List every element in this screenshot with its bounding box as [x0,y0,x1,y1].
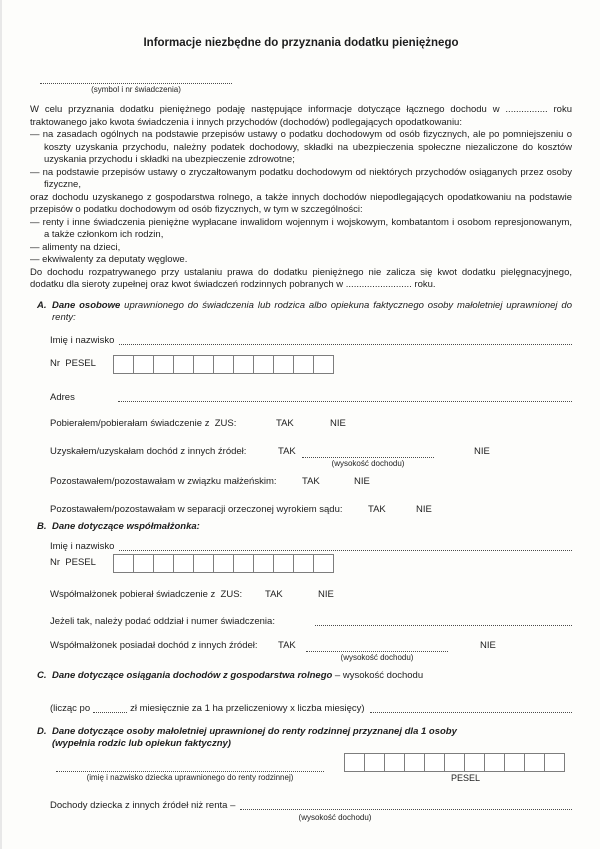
d-income-caption-row [50,812,572,823]
benefit-symbol-caption: (symbol i nr świadczenia) [91,85,181,94]
a-pesel-label: Nr PESEL [50,357,96,369]
pesel-digit-cell[interactable] [113,554,134,573]
benefit-symbol-block [40,76,232,95]
pesel-digit-cell[interactable] [253,554,274,573]
b-other-income-no-option[interactable]: NIE [480,640,496,651]
section-d-heading-line2: (wypełnia rodzic lub opiekun faktyczny) [52,738,231,749]
pesel-digit-cell[interactable] [384,753,405,772]
b-name-row [50,541,572,553]
c-rate-fill-line[interactable] [93,703,127,713]
b-name-fill-line[interactable] [119,541,572,551]
pesel-digit-cell[interactable] [344,753,365,772]
intro-lead: W celu przyznania dodatku pieniężnego podaję następujące informacje dotyczące łącznego dochodu w ................ roku traktowanego jako kwota świadczenia i innych przychodów (dochodów) podlegających opodatkowaniu: [30,104,572,128]
pesel-digit-cell[interactable] [524,753,545,772]
pesel-digit-cell[interactable] [173,355,194,374]
b-question-branch [50,616,572,628]
a-separation-yes-option[interactable]: TAK [368,503,386,515]
pesel-digit-cell[interactable] [273,554,294,573]
b-other-income-amount-fill-line[interactable] [306,641,448,652]
intro-bullet-coal: — ekwiwalenty za deputaty węglowe. [30,254,188,265]
a-question-zus [50,418,572,430]
pesel-digit-cell[interactable] [153,355,174,374]
b-zus-yes-option[interactable]: TAK [265,589,283,600]
pesel-digit-cell[interactable] [313,355,334,374]
section-a-heading-rest: uprawnionego do świadczenia lub rodzica albo opiekuna faktycznego osoby małoletniej uprawnionej do renty: [52,299,572,323]
pesel-digit-cell[interactable] [293,554,314,573]
a-name-fill-line[interactable] [119,335,572,345]
a-question-married [50,476,572,488]
b-other-income-yes-option[interactable]: TAK [278,640,296,651]
a-income-amount-caption: (wysokość dochodu) [331,458,405,468]
a-name-row [50,335,572,347]
pesel-digit-cell[interactable] [133,355,154,374]
pesel-digit-cell[interactable] [504,753,525,772]
intro-bullet-pensions: — renty i inne świadczenia pieniężne wypłacane inwalidom wojennym i wojskowym, kombatantom i osobom represjonowanym, a także członkom ich rodzin, [30,216,572,240]
pesel-digit-cell[interactable] [273,355,294,374]
b-branch-fill-line[interactable] [315,616,572,626]
b-question-zus-label: Współmałżonek pobierał świadczenie z ZUS: [50,589,243,600]
form-title: Informacje niezbędne do przyznania dodatku pieniężnego [143,37,459,49]
a-other-income-yes-option[interactable]: TAK [278,445,296,457]
intro-bullet-lump-sum-tax: — na podstawie przepisów ustawy o zryczałtowanym podatku dochodowym od niektórych przychodów osiąganych przez osoby fizyczne, [30,166,572,190]
d-pesel-grid[interactable] [344,753,565,772]
intro-bullet-general-rules: — na zasadach ogólnych na podstawie przepisów ustawy o podatku dochodowym od osób fizycznych, ale po pomniejszeniu o koszty uzyskania przychodu, należny podatek dochodowy, składki na ubezpieczenia społeczne niezaliczone do kosztów uzyskania przychodu i składki na ubezpieczenie zdrowotne; [30,129,572,165]
pesel-digit-cell[interactable] [193,355,214,374]
b-other-income-caption-row [50,652,572,663]
pesel-digit-cell[interactable] [253,355,274,374]
pesel-digit-cell[interactable] [113,355,134,374]
pesel-digit-cell[interactable] [313,554,334,573]
section-a-heading-bold: Dane osobowe [52,299,121,311]
c-formula-end: zł miesięcznie za 1 ha przeliczeniowy x liczba miesięcy) [130,702,365,714]
a-other-income-amount-fill-line[interactable] [302,447,434,458]
b-question-other-income [50,640,572,652]
section-c-heading-rest: – wysokość dochodu [332,670,424,681]
pesel-digit-cell[interactable] [444,753,465,772]
pesel-digit-cell[interactable] [213,355,234,374]
a-zus-yes-option[interactable]: TAK [276,417,294,429]
pesel-digit-cell[interactable] [173,554,194,573]
a-other-income-caption-row [50,458,572,469]
a-other-income-label: Uzyskałem/uzyskałam dochód z innych źródeł: [50,445,247,457]
d-child-name-column [56,753,324,772]
a-address-label: Adres [50,391,75,403]
a-married-no-option[interactable]: NIE [354,475,370,487]
section-d-heading-line1: Dane dotyczące osoby małoletniej uprawnionej do renty rodzinnej przyznanej dla 1 osoby [52,725,457,737]
section-a-heading [30,300,572,325]
d-child-row [30,753,572,772]
d-captions-row [30,773,572,783]
d-income-amount-caption: (wysokość dochodu) [298,812,372,822]
section-c-heading [30,670,572,683]
pesel-digit-cell[interactable] [364,753,385,772]
d-pesel-caption: PESEL [450,772,481,783]
intro-bullet-alimony: — alimenty na dzieci, [30,241,121,253]
a-pesel-row [50,355,572,374]
c-income-fill-line[interactable] [370,703,572,713]
scan-edge-artifact [0,0,2,849]
a-question-separation [50,504,572,516]
pesel-digit-cell[interactable] [233,355,254,374]
a-married-yes-option[interactable]: TAK [302,475,320,487]
intro-middle: oraz dochodu uzyskanego z gospodarstwa rolnego, a także innych dochodów niepodlegających opodatkowaniu na podstawie przepisów o podatku dochodowym od osób fizycznych, w tym w szczególności: [30,191,572,215]
pesel-digit-cell[interactable] [424,753,445,772]
d-income-fill-line[interactable] [240,800,572,810]
c-formula-start: (licząc po [50,702,91,714]
a-address-fill-line[interactable] [118,392,572,402]
section-b-heading [30,521,572,534]
a-separation-no-option[interactable]: NIE [416,503,432,515]
d-child-name-fill-line[interactable] [56,757,324,772]
section-d-heading [30,726,572,751]
pesel-digit-cell[interactable] [484,753,505,772]
a-married-label: Pozostawałem/pozostawałam w związku małżeńskim: [50,475,277,487]
c-formula-row [50,703,572,715]
b-pesel-label: Nr PESEL [50,557,96,569]
pesel-digit-cell[interactable] [193,554,214,573]
intro-text [30,104,572,292]
b-income-amount-caption: (wysokość dochodu) [340,653,414,662]
pesel-digit-cell[interactable] [293,355,314,374]
b-pesel-row [50,554,572,573]
d-pesel-column [344,753,565,772]
a-other-income-no-option[interactable]: NIE [474,445,490,457]
a-address-row [50,392,572,404]
section-b-heading-text: Dane dotyczące współmałżonka: [52,520,200,532]
a-name-label: Imię i nazwisko [50,334,115,346]
section-c-letter: C. [37,670,47,681]
b-name-label: Imię i nazwisko [50,541,115,552]
pesel-digit-cell[interactable] [404,753,425,772]
section-d-letter: D. [37,725,47,737]
d-income-row [50,800,572,812]
section-a-letter: A. [37,299,47,311]
b-pesel-grid[interactable] [113,554,334,573]
pesel-digit-cell[interactable] [213,554,234,573]
a-question-other-income [50,446,572,458]
pesel-digit-cell[interactable] [544,753,565,772]
a-separation-label: Pozostawałem/pozostawałam w separacji orzeczonej wyrokiem sądu: [50,503,343,515]
a-pesel-grid[interactable] [113,355,334,374]
b-zus-no-option[interactable]: NIE [318,589,334,600]
d-child-name-caption: (imię i nazwisko dziecka uprawnionego do renty rodzinnej) [86,772,294,782]
intro-closing: Do dochodu rozpatrywanego przy ustalaniu prawa do dodatku pieniężnego nie zalicza się kwot dodatku pielęgnacyjnego, dodatku dla sieroty zupełnej oraz kwot świadczeń rodzinnych pobranych w ......................... roku. [30,266,572,290]
section-c-heading-bold: Dane dotyczące osiągania dochodów z gospodarstwa rolnego [52,670,333,681]
pesel-digit-cell[interactable] [153,554,174,573]
d-income-label: Dochody dziecka z innych źródeł niż renta – [50,799,236,811]
pesel-digit-cell[interactable] [233,554,254,573]
b-other-income-label: Współmałżonek posiadał dochód z innych źródeł: [50,640,258,651]
b-question-zus [50,589,572,601]
b-branch-label: Jeżeli tak, należy podać oddział i numer świadczenia: [50,616,275,627]
pesel-digit-cell[interactable] [133,554,154,573]
a-zus-no-option[interactable]: NIE [330,417,346,429]
benefit-symbol-fill-line[interactable] [40,76,232,84]
pesel-digit-cell[interactable] [464,753,485,772]
section-b-letter: B. [37,520,47,532]
a-question-zus-label: Pobierałem/pobierałam świadczenie z ZUS: [50,417,237,429]
